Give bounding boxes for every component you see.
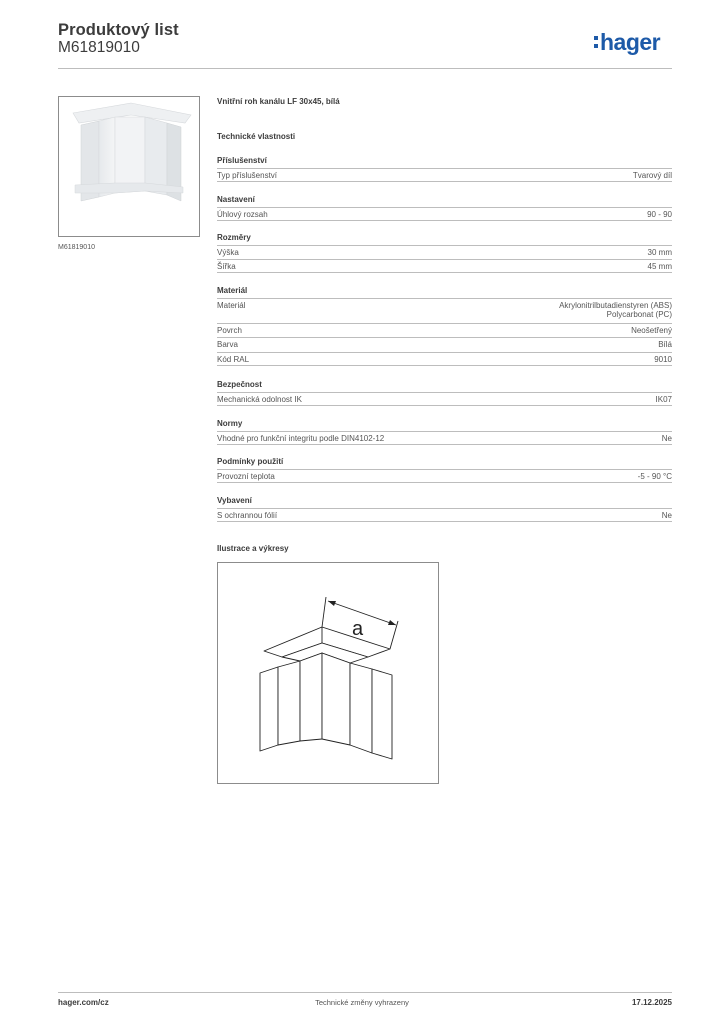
footer-divider — [58, 992, 672, 993]
product-code: M61819010 — [58, 39, 140, 56]
footer-disclaimer: Technické změny vyhrazeny — [315, 998, 409, 1007]
image-caption: M61819010 — [58, 244, 95, 251]
section-title: Materiál — [217, 286, 248, 295]
section-conditions — [217, 457, 672, 483]
table-row: Vhodné pro funkční integritu podle DIN4102-12 Ne — [217, 431, 672, 445]
section-material — [217, 286, 672, 366]
section-dimensions — [217, 233, 672, 273]
product-image — [58, 96, 200, 237]
section-title: Normy — [217, 419, 243, 428]
illustrations-title: Ilustrace a výkresy — [217, 544, 289, 553]
page-title: Produktový list — [58, 21, 179, 39]
table-row: Provozní teplota -5 - 90 °C — [217, 469, 672, 483]
table-row: Materiál Akrylonitrilbutadienstyren (ABS) Polycarbonat (PC) — [217, 298, 672, 323]
section-equipment — [217, 496, 672, 522]
table-row: Povrch Neošetřený — [217, 323, 672, 337]
hager-logo — [594, 28, 674, 58]
table-row: Úhlový rozsah 90 - 90 — [217, 207, 672, 221]
footer-website-link[interactable]: hager.com/cz — [58, 998, 109, 1007]
table-row: Typ příslušenství Tvarový díl — [217, 168, 672, 182]
table-row: Mechanická odolnost IK IK07 — [217, 392, 672, 406]
footer-date: 17.12.2025 — [631, 998, 672, 1007]
section-safety — [217, 380, 672, 406]
dimension-label: a — [352, 618, 364, 640]
table-row: Výška 30 mm — [217, 245, 672, 259]
section-settings — [217, 195, 672, 221]
logo-text: hager — [600, 29, 661, 55]
technical-properties-title: Technické vlastnosti — [217, 132, 296, 141]
technical-drawing — [217, 562, 439, 784]
table-row: Barva Bílá — [217, 337, 672, 352]
section-title: Rozměry — [217, 233, 251, 242]
section-title: Podmínky použití — [217, 457, 284, 466]
section-title: Nastavení — [217, 195, 255, 204]
section-title: Bezpečnost — [217, 380, 262, 389]
section-title: Vybavení — [217, 496, 252, 505]
table-row: S ochrannou fólií Ne — [217, 508, 672, 522]
section-accessories — [217, 156, 672, 182]
table-row: Kód RAL 9010 — [217, 352, 672, 366]
table-row: Šířka 45 mm — [217, 259, 672, 273]
section-standards — [217, 419, 672, 445]
header-divider — [58, 68, 672, 69]
section-title: Příslušenství — [217, 156, 267, 165]
product-name: Vnitřní roh kanálu LF 30x45, bílá — [217, 97, 340, 106]
